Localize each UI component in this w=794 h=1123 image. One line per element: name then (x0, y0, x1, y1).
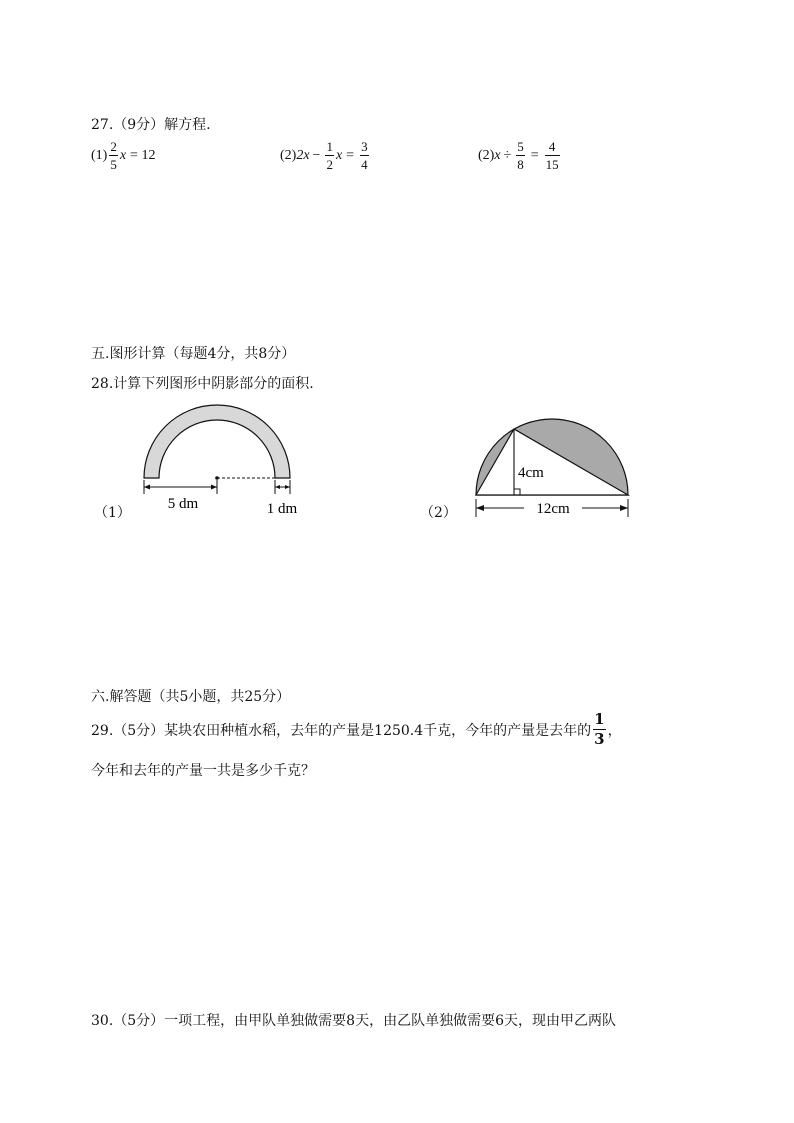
q29-line1 (91, 712, 622, 747)
section5-heading: 五.图形计算（每题4分，共8分） (91, 346, 296, 362)
height-label: 4cm (518, 465, 544, 481)
base-arrow-right (620, 505, 628, 511)
eq3-frac2-den: 15 (545, 157, 559, 172)
eq2-op: − (312, 147, 321, 163)
eq1-frac-den: 5 (110, 157, 117, 172)
q29-frac-num: 1 (594, 710, 605, 728)
dim-inner-arrow-right (211, 485, 217, 490)
q27-title: 27.（9分）解方程. (91, 117, 211, 133)
q29-text: 29.（5分）某块农田种植水稻，去年的产量是1250.4千克，今年的产量是去年的 (91, 722, 592, 739)
base-arrow-left (476, 505, 484, 511)
eq3-label: (2) (478, 147, 495, 163)
eq2-frac1-num: 1 (326, 139, 333, 154)
dim-width-arrow-left (275, 485, 280, 489)
eq2-frac1-den: 2 (326, 157, 333, 172)
dim-inner-arrow-left (144, 485, 150, 490)
equation-2 (280, 140, 371, 171)
base-label: 12cm (536, 501, 570, 517)
dim-width-label: 1 dm (266, 501, 298, 515)
eq2-lead: 2x (296, 147, 310, 163)
eq3-fraction-2 (545, 140, 560, 171)
fig1-label: （1） (94, 505, 131, 521)
equation-1 (91, 140, 155, 171)
eq3-frac1-den: 8 (517, 157, 524, 172)
q29-comma: ， (607, 722, 622, 739)
dim-width-arrow-right (285, 485, 290, 489)
dim-inner-label: 5 dm (167, 496, 199, 512)
equation-3 (478, 140, 562, 171)
eq3-equals: = (530, 147, 539, 163)
eq2-var: x (335, 147, 343, 163)
eq3-frac2-num: 4 (548, 139, 556, 154)
eq2-fraction-1 (325, 140, 334, 171)
eq3-op: ÷ (503, 147, 512, 163)
eq3-fraction-1 (516, 140, 525, 171)
q30-line1: 30.（5分）一项工程，由甲队单独做需要8天，由乙队单独做需要6天，现由甲乙两队 (91, 1013, 616, 1029)
eq3-frac1-num: 5 (517, 139, 524, 154)
q29-frac-den: 3 (594, 730, 605, 748)
eq1-var: x (119, 147, 127, 163)
section6-heading: 六.解答题（共5小题，共25分） (91, 689, 291, 705)
q29-fraction (593, 712, 605, 747)
eq2-equals: = (346, 147, 355, 163)
eq2-fraction-2 (360, 140, 369, 171)
center-point (215, 476, 219, 480)
eq2-frac2-den: 4 (361, 157, 368, 172)
eq1-frac-num: 2 (110, 139, 117, 154)
eq1-rhs: = 12 (130, 147, 156, 163)
q29-line2: 今年和去年的产量一共是多少千克？ (91, 763, 315, 779)
figure-semicircle-triangle (470, 415, 640, 525)
eq1-fraction (109, 140, 118, 171)
figure-half-ring (135, 400, 315, 515)
half-ring-shaded (144, 405, 290, 478)
eq1-label: (1) (91, 147, 108, 163)
fig2-label: （2） (420, 505, 457, 521)
eq3-var: x (494, 147, 501, 163)
eq2-frac2-num: 3 (361, 139, 368, 154)
q28-prompt: 28.计算下列图形中阴影部分的面积. (91, 376, 314, 392)
eq2-label: (2) (280, 147, 297, 163)
